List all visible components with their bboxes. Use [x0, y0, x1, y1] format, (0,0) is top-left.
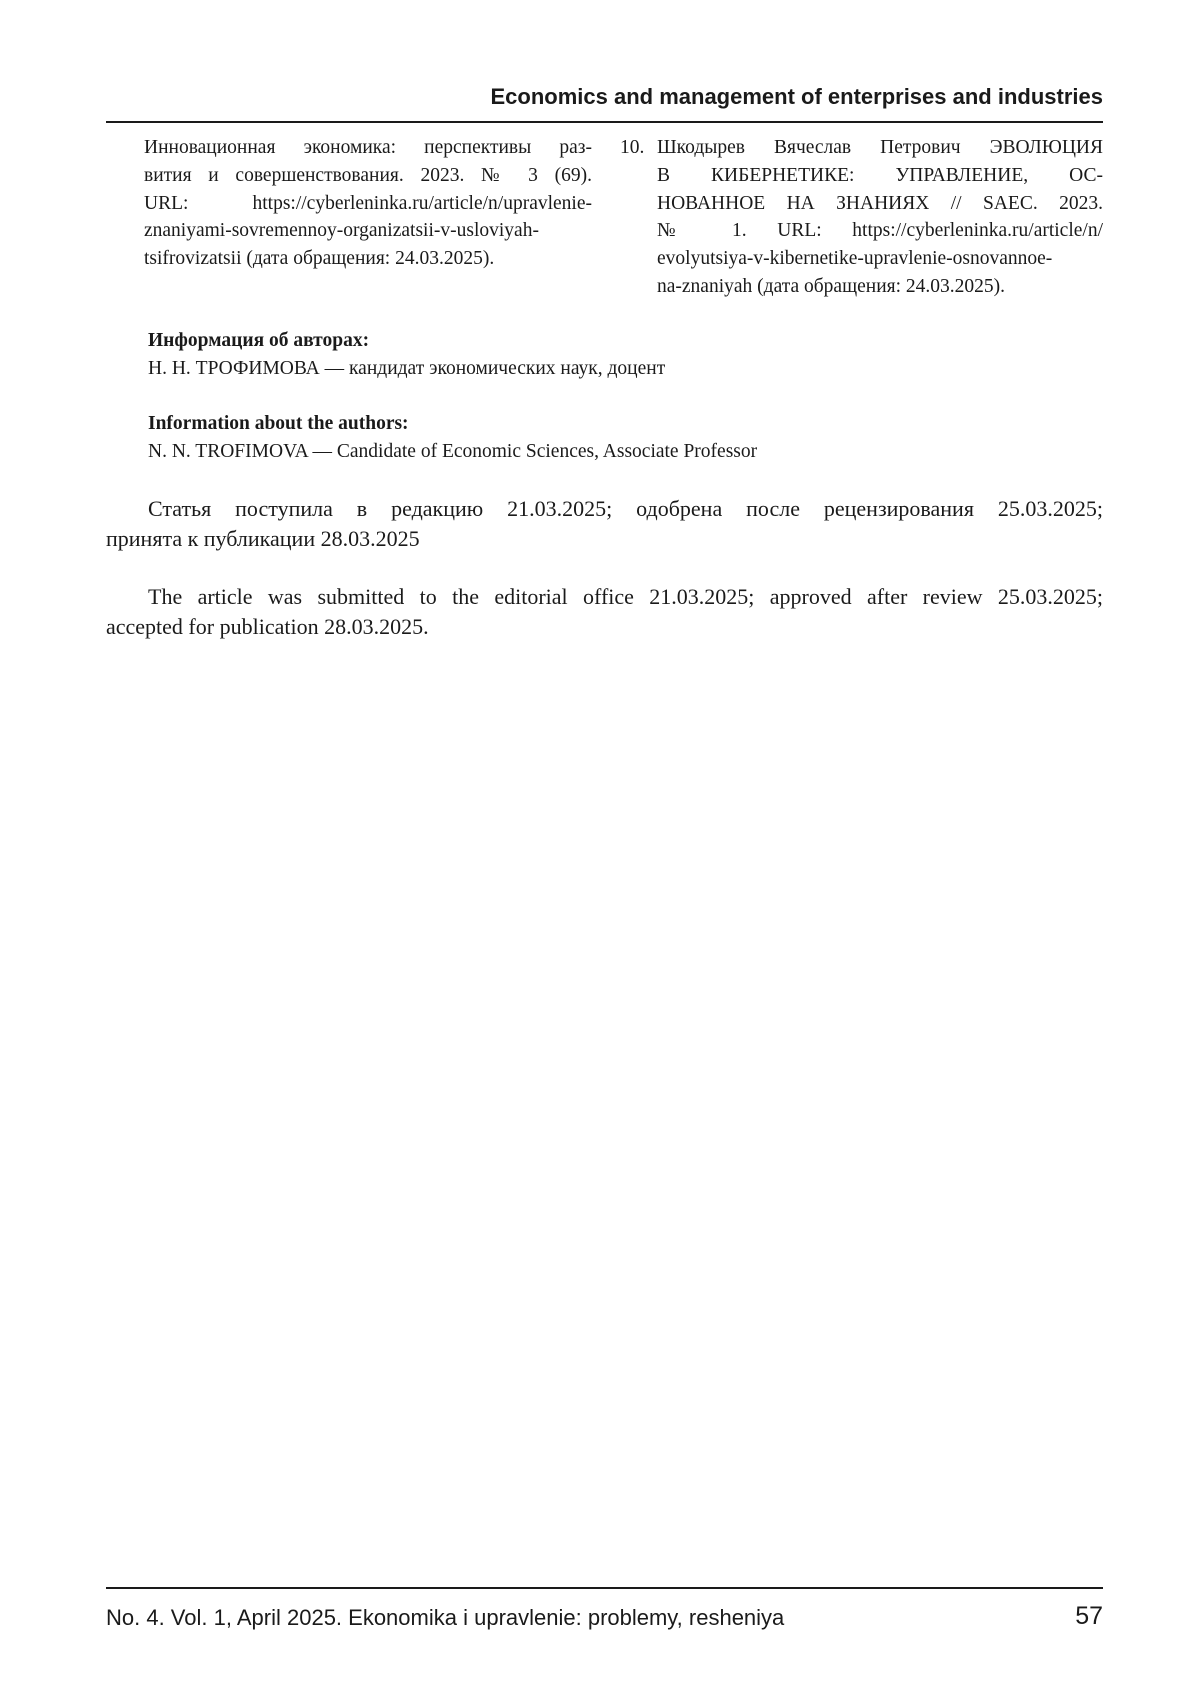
footer-citation: No. 4. Vol. 1, April 2025. Ekonomika i upravlenie: problemy, resheniya: [106, 1605, 785, 1630]
reference-line: Инновационная экономика: перспективы раз-: [144, 137, 592, 158]
article-dates-en: [106, 582, 1103, 642]
article-dates-ru: [106, 494, 1103, 554]
article-dates-en-line1: The article was submitted to the editorial office 21.03.2025; approved after review 25.03.2025;: [148, 584, 1103, 609]
authors-info-en: [148, 410, 1103, 466]
reference-line: tsifrovizatsii (дата обращения: 24.03.2025).: [144, 248, 495, 270]
reference-text: [657, 134, 1103, 301]
reference-line: Шкодырев Вячеслав Петрович ЭВОЛЮЦИЯ: [657, 137, 1103, 158]
reference-line: вития и совершенствования. 2023. № 3 (69).: [144, 164, 592, 186]
reference-line: URL: https://cyberleninka.ru/article/n/upravlenie-: [144, 192, 592, 214]
footer-rule: [106, 1587, 1103, 1589]
page-number: 57: [1075, 1602, 1103, 1630]
authors-info-en-entry: N. N. TROFIMOVA — Candidate of Economic Sciences, Associate Professor: [148, 441, 758, 462]
authors-info-ru: [148, 327, 1103, 383]
running-header: Economics and management of enterprises and industries: [490, 84, 1103, 109]
reference-continuation: [144, 134, 592, 273]
authors-info-ru-title: Информация об авторах:: [148, 330, 370, 351]
reference-line: В КИБЕРНЕТИКЕ: УПРАВЛЕНИЕ, ОС-: [657, 164, 1103, 186]
authors-info-ru-entry: Н. Н. ТРОФИМОВА — кандидат экономических наук, доцент: [148, 358, 666, 379]
article-dates-en-line2: accepted for publication 28.03.2025.: [106, 614, 429, 639]
article-dates-ru-line2: принята к публикации 28.03.2025: [106, 526, 420, 551]
reference-line: № 1. URL: https://cyberleninka.ru/article/n/: [657, 220, 1103, 242]
article-dates-ru-line1: Статья поступила в редакцию 21.03.2025; одобрена после рецензирования 25.03.2025;: [148, 496, 1103, 521]
reference-line: na-znaniyah (дата обращения: 24.03.2025).: [657, 275, 1006, 297]
header-rule: [106, 121, 1103, 123]
authors-info-en-title: Information about the authors:: [148, 413, 409, 434]
reference-item-10: [620, 134, 1103, 301]
reference-line: НОВАННОЕ НА ЗНАНИЯХ // SAEC. 2023.: [657, 192, 1103, 214]
reference-number: 10.: [620, 137, 645, 158]
reference-line: evolyutsiya-v-kibernetike-upravlenie-osnovannoe-: [657, 248, 1053, 270]
reference-line: znaniyami-sovremennoy-organizatsii-v-usloviyah-: [144, 220, 539, 242]
